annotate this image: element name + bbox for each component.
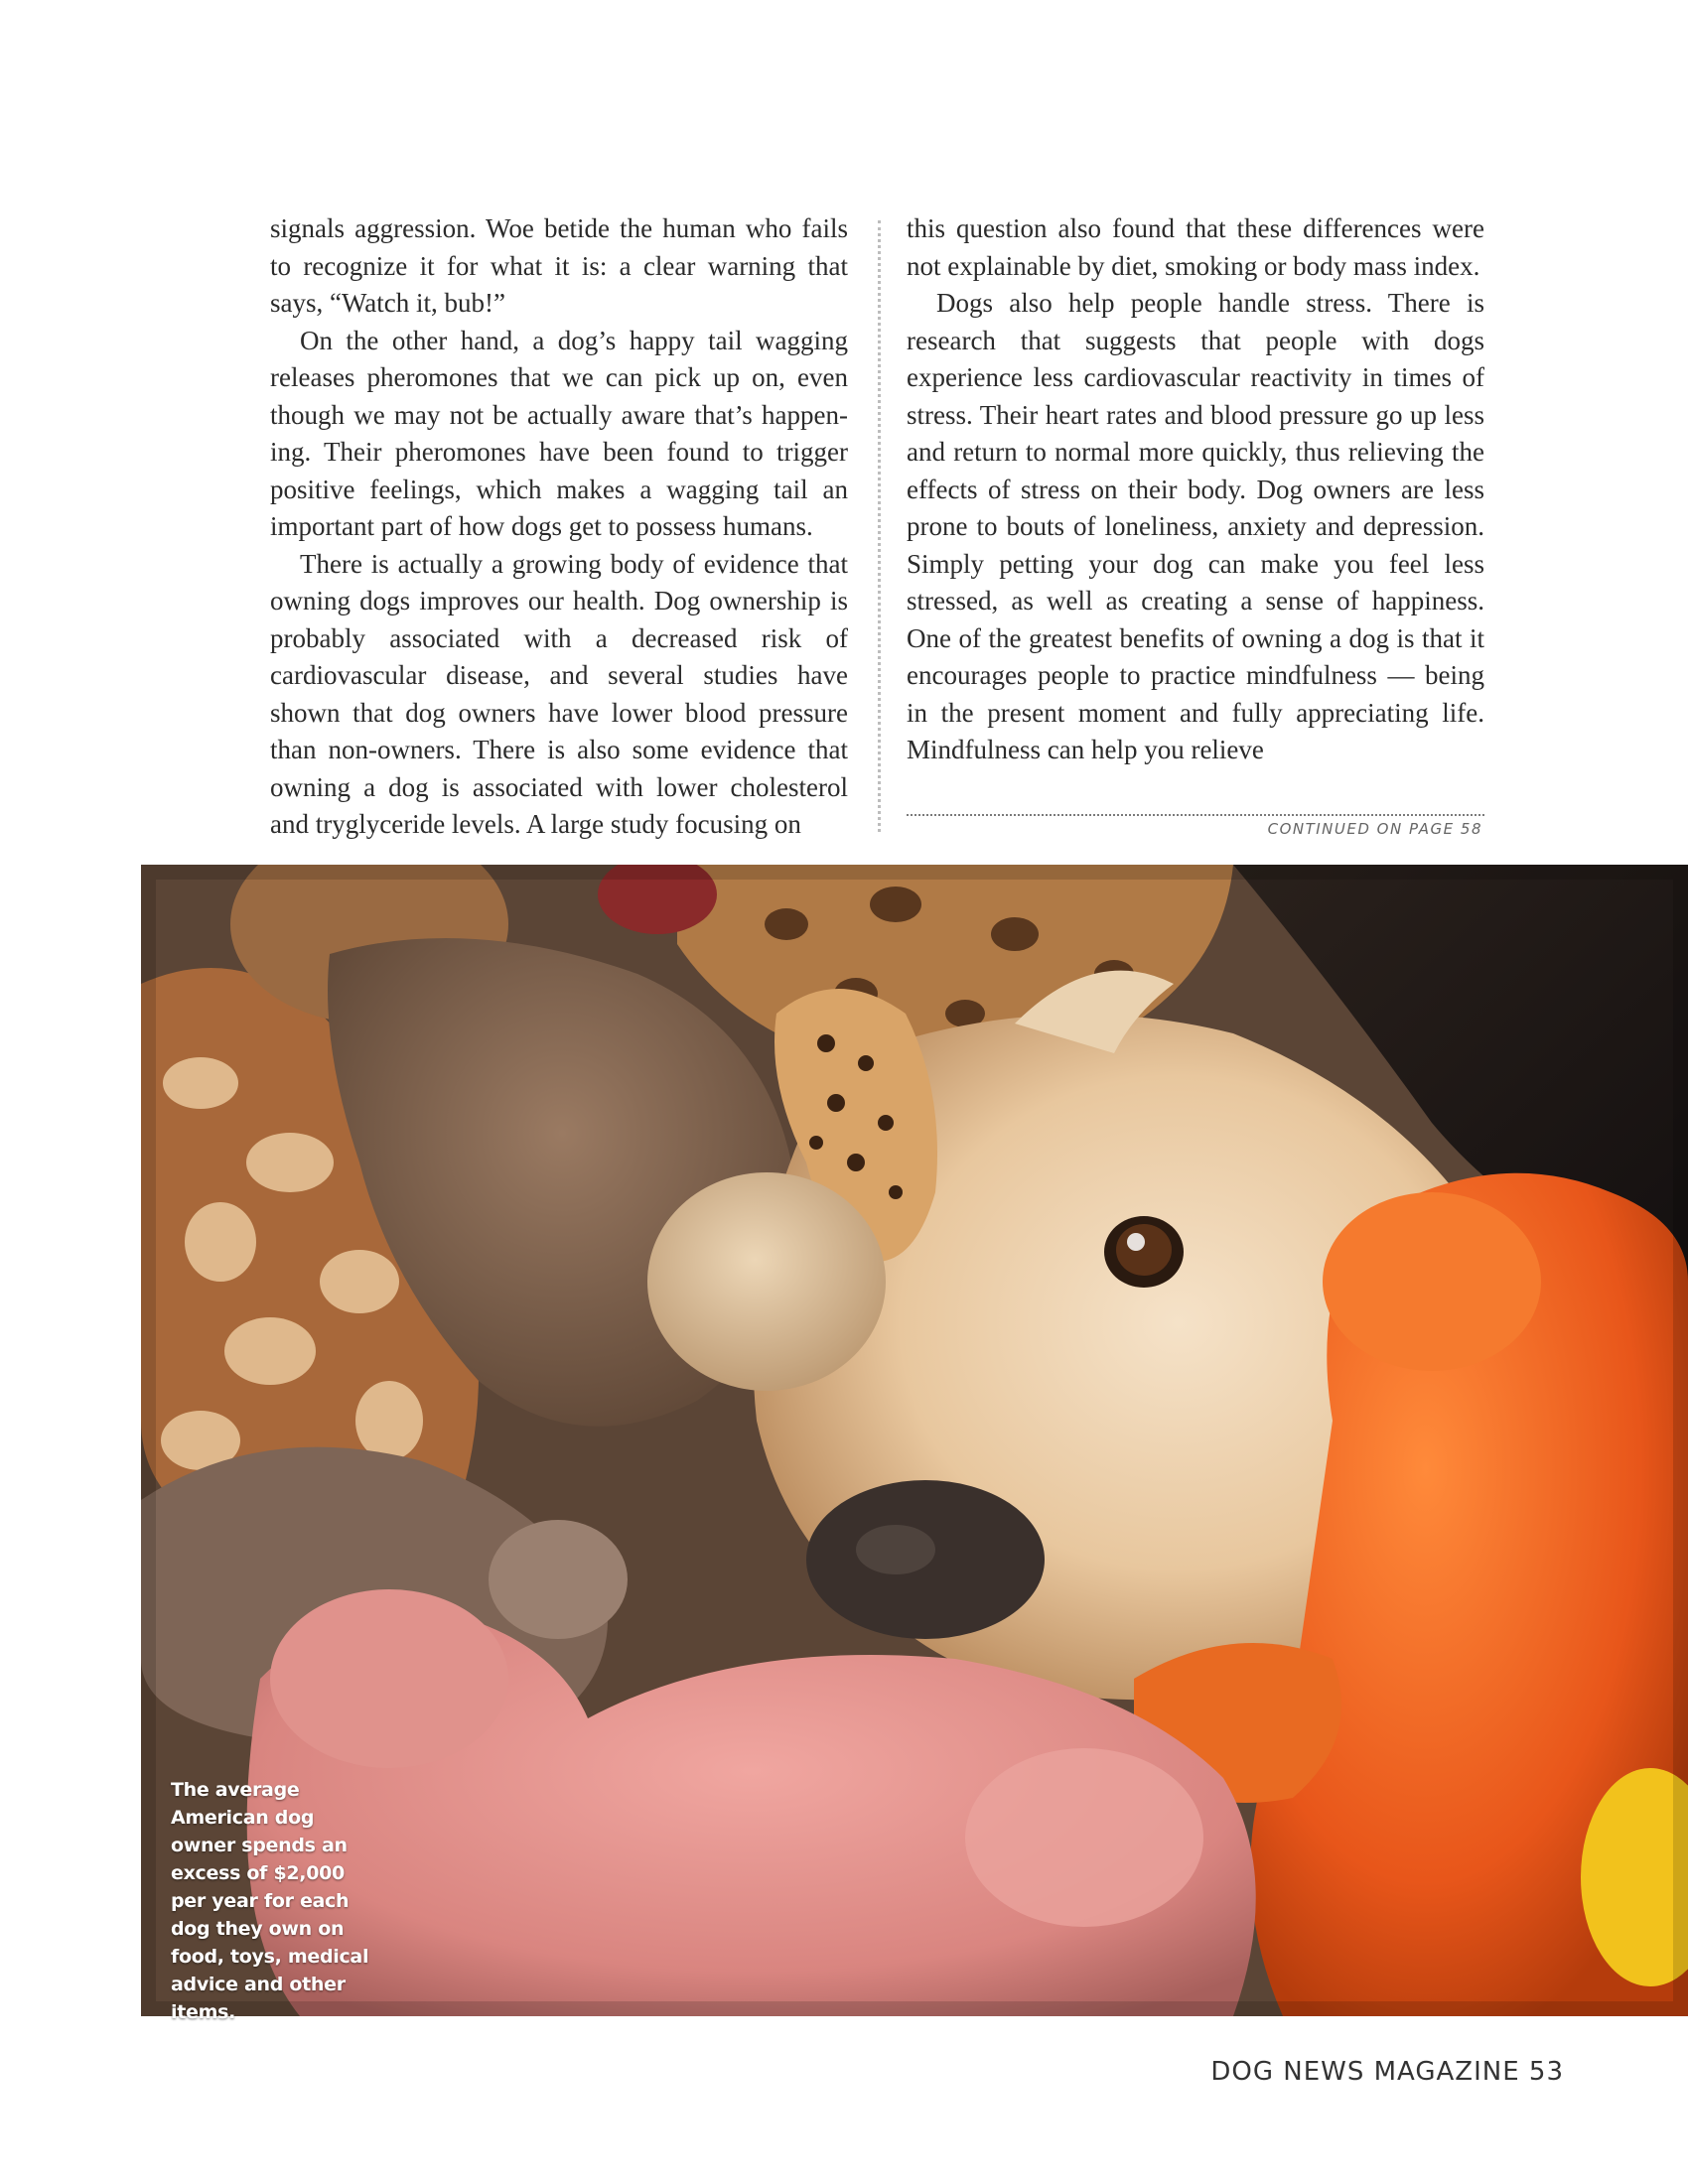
- article-column-right: [907, 210, 1484, 769]
- paragraph: Dogs also help people handle stress. There is research that suggests that people with dogs experience less cardiovascular reactivity in times of stress. Their heart rates and blood pressure go up less and return to normal more quickly, thus relieving the effects of stress on their body. Dog owners are less prone to bouts of loneliness, anxiety and depression. Simply petting your dog can make you feel less stressed, as well as creating a sense of happiness. One of the greatest benefits of owning a dog is that it encourages people to practice mindfulness — being in the present moment and fully appreciating life. Mindfulness can help you relieve: [907, 288, 1484, 764]
- dog-with-toys-photo: [141, 865, 1688, 2023]
- paragraph: signals aggression. Woe betide the human who fails to recognize it for what it is: a clear warning that says, “Watch it, bub!”: [270, 213, 848, 318]
- paragraph: There is actually a growing body of evidence that owning dogs improves our health. Dog ownership is probably associated with a decreased risk of cardiovascular disease, and several studies have shown that dog owners have lower blood pressure than non-owners. There is also some evidence that owning a dog is associated with lower cholesterol and tryglyceride levels. A large study focusing on: [270, 548, 848, 839]
- continued-note: CONTINUED ON PAGE 58: [1267, 820, 1482, 838]
- paragraph: this question also found that these differences were not explainable by diet, smoking or body mass index.: [907, 213, 1484, 281]
- article-column-left: [270, 210, 848, 844]
- photo-caption: The average American dog owner spends an excess of $2,000 per year for each dog they own on food, toys, medical advice and other items.: [171, 1779, 369, 2023]
- column-divider: [878, 220, 881, 832]
- continued-divider: [907, 814, 1484, 816]
- page-footer: DOG NEWS MAGAZINE 53: [1210, 2057, 1564, 2087]
- paragraph: On the other hand, a dog’s happy tail wagging releases pheromones that we can pick up on, even though we may not be actually aware that’s happening. Their pheromones have been found to trigger positive feelings, which makes a wagging tail an important part of how dogs get to possess humans.: [270, 325, 848, 541]
